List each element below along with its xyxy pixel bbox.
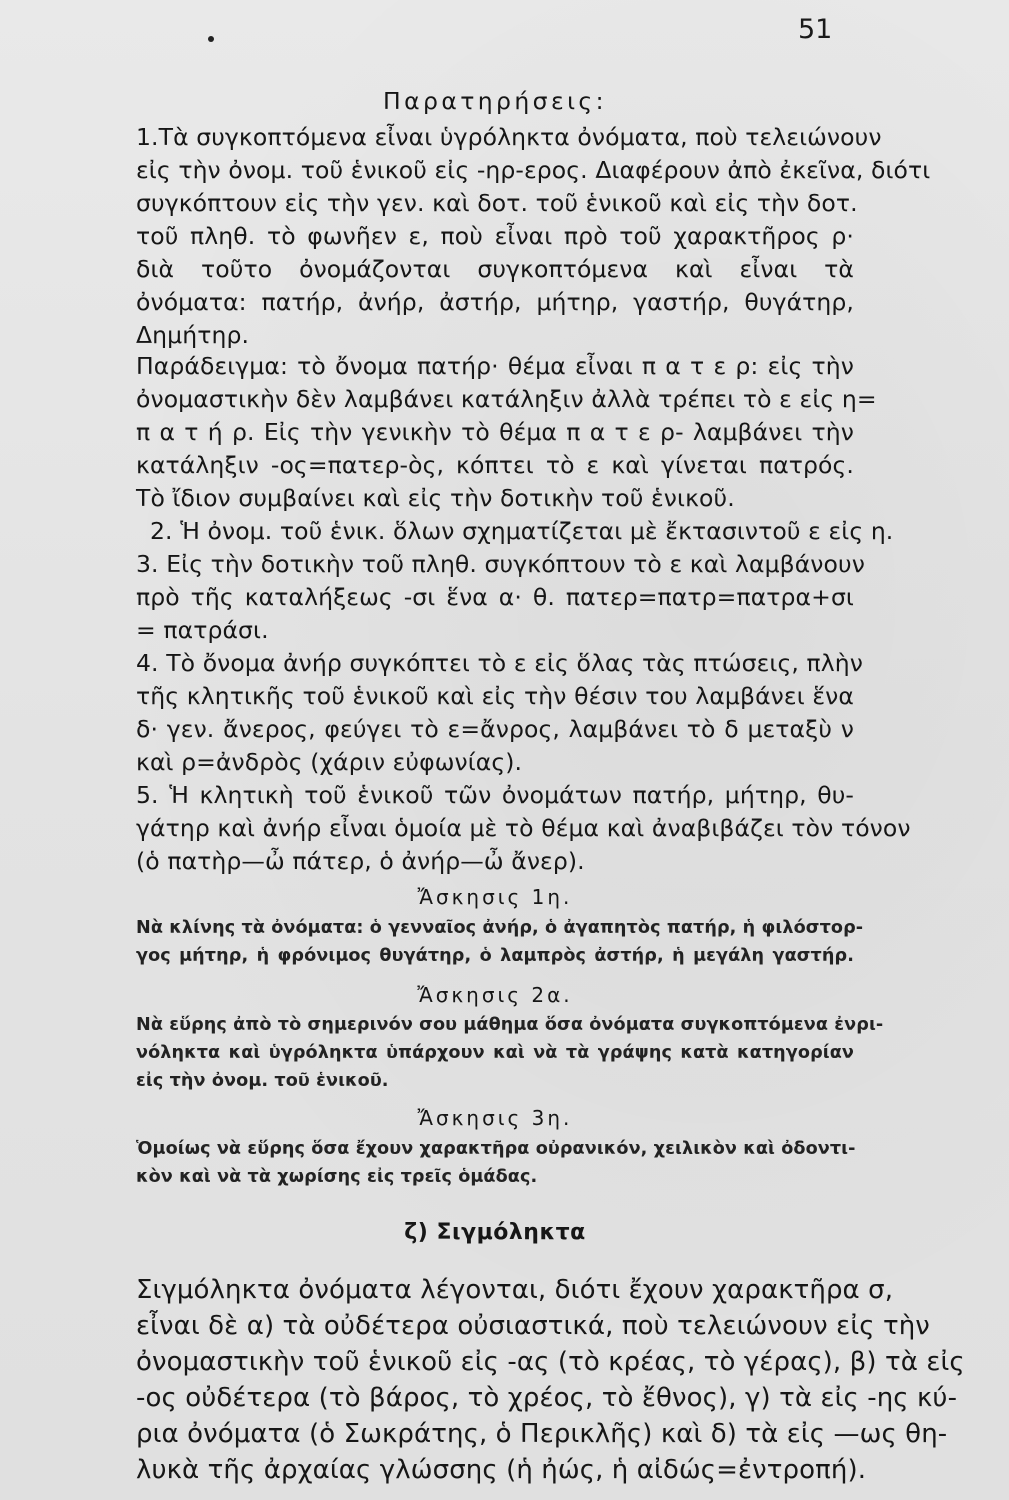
exercise-1-title: Ἄσκησις 1η. [417, 885, 573, 909]
section-text: ρια ὀνόματα (ὁ Σωκράτης, ὁ Περικλῆς) καὶ δ) τὰ εἰς —ως θη- [136, 1419, 948, 1449]
text-line: 1.Τὰ συγκοπτόμενα εἶναι ὑγρόληκτα ὀνόματα, ποὺ τελειώνουν [136, 123, 882, 151]
section-text: -ος οὐδέτερα (τὸ βάρος, τὸ χρέος, τὸ ἔθνος), γ) τὰ εἰς -ης κύ- [136, 1383, 958, 1413]
text-line: εἰς τὴν ὀνομ. τοῦ ἑνικοῦ εἰς -ηρ-ερος. Διαφέρουν ἀπὸ ἐκεῖνα, διότι [136, 156, 931, 184]
text-line: πρὸ τῆς καταλήξεως -σι ἕνα α· θ. πατερ=πατρ=πατρα+σι [136, 583, 854, 611]
text-line: 3. Εἰς τὴν δοτικὴν τοῦ πληθ. συγκόπτουν τὸ ε καὶ λαμβάνουν [136, 550, 865, 578]
exercise-2-text: εἰς τὴν ὀνομ. τοῦ ἑνικοῦ. [136, 1071, 389, 1091]
section-text: Σιγμόληκτα ὀνόματα λέγονται, διότι ἔχουν χαρακτῆρα σ, [136, 1275, 894, 1305]
text-line: τῆς κλητικῆς τοῦ ἑνικοῦ καὶ εἰς τὴν θέσιν του λαμβάνει ἕνα [136, 682, 854, 710]
section-text: λυκὰ τῆς ἀρχαίας γλώσσης (ἡ ἠώς, ἡ αἰδώς=ἐντροπή). [136, 1455, 867, 1485]
text-line: Δημήτηρ. [136, 321, 250, 349]
exercise-2-text: νόληκτα καὶ ὑγρόληκτα ὑπάρχουν καὶ νὰ τὰ γράψης κατὰ κατηγορίαν [136, 1043, 854, 1063]
text-line: δ· γεν. ἄνερος, φεύγει τὸ ε=ἄνρος, λαμβάνει τὸ δ μεταξὺ ν [136, 715, 854, 743]
section-heading: ζ) Σιγμόληκτα [404, 1220, 586, 1245]
text-line: τοῦ πληθ. τὸ φωνῆεν ε, ποὺ εἶναι πρὸ τοῦ χαρακτῆρος ρ· [136, 222, 854, 250]
exercise-2-text: Νὰ εὕρης ἀπὸ τὸ σημερινόν σου μάθημα ὅσα ὀνόματα συγκοπτόμενα ἐνρι- [136, 1015, 884, 1035]
text-line: κατάληξιν -ος=πατερ-ὸς, κόπτει τὸ ε καὶ γίνεται πατρός. [136, 451, 854, 479]
text-line: συγκόπτουν εἰς τὴν γεν. καὶ δοτ. τοῦ ἑνικοῦ καὶ εἰς τὴν δοτ. [136, 189, 858, 217]
text-line: Παράδειγμα: τὸ ὄνομα πατήρ· θέμα εἶναι π α τ ε ρ: εἰς τὴν [136, 352, 854, 380]
section-text: εἶναι δὲ α) τὰ οὐδέτερα οὐσιαστικά, ποὺ τελειώνουν εἰς τὴν [136, 1311, 930, 1341]
text-line: καὶ ρ=ἀνδρὸς (χάριν εὐφωνίας). [136, 748, 523, 776]
text-line: Τὸ ἴδιον συμβαίνει καὶ εἰς τὴν δοτικὴν τοῦ ἑνικοῦ. [136, 484, 735, 512]
ink-dot [208, 36, 214, 42]
exercise-1-text: γος μήτηρ, ἡ φρόνιμος θυγάτηρ, ὁ λαμπρὸς ἀστήρ, ἡ μεγάλη γαστήρ. [136, 946, 854, 966]
page-number: 51 [798, 14, 833, 45]
text-line: 2. Ἡ ὀνομ. τοῦ ἑνικ. ὅλων σχηματίζεται μὲ ἔκτασιντοῦ ε εἰς η. [150, 517, 894, 545]
text-line: = πατράσι. [136, 616, 269, 644]
exercise-2-title: Ἄσκησις 2α. [417, 983, 573, 1007]
text-line: γάτηρ καὶ ἀνήρ εἶναι ὁμοία μὲ τὸ θέμα καὶ ἀναβιβάζει τὸν τόνον [136, 814, 911, 842]
exercise-3-title: Ἄσκησις 3η. [417, 1106, 573, 1130]
exercise-1-text: Νὰ κλίνης τὰ ὀνόματα: ὁ γενναῖος ἀνήρ, ὁ ἀγαπητὸς πατήρ, ἡ φιλόστορ- [136, 918, 864, 938]
text-line: (ὁ πατὴρ—ὦ πάτερ, ὁ ἀνήρ—ὦ ἄνερ). [136, 847, 585, 875]
text-line: ὀνομαστικὴν δὲν λαμβάνει κατάληξιν ἀλλὰ τρέπει τὸ ε εἰς η= [136, 385, 877, 413]
text-line: διὰ τοῦτο ὀνομάζονται συγκοπτόμενα καὶ εἶναι τὰ [136, 255, 854, 283]
section-text: ὀνομαστικὴν τοῦ ἑνικοῦ εἰς -ας (τὸ κρέας, τὸ γέρας), β) τὰ εἰς [136, 1347, 965, 1377]
text-line: π α τ ή ρ. Εἰς τὴν γενικὴν τὸ θέμα π α τ ε ρ- λαμβάνει τὴν [136, 418, 854, 446]
exercise-3-text: κὸν καὶ νὰ τὰ χωρίσης εἰς τρεῖς ὁμάδας. [136, 1167, 538, 1187]
text-line: 5. Ἡ κλητικὴ τοῦ ἑνικοῦ τῶν ὀνομάτων πατήρ, μήτηρ, θυ- [136, 781, 854, 809]
text-line: 4. Τὸ ὄνομα ἀνήρ συγκόπτει τὸ ε εἰς ὅλας τὰς πτώσεις, πλὴν [136, 649, 863, 677]
heading-observations: Παρατηρήσεις: [383, 87, 607, 115]
text-line: ὀνόματα: πατήρ, ἀνήρ, ἀστήρ, μήτηρ, γαστήρ, θυγάτηρ, [136, 288, 854, 316]
exercise-3-text: Ὁμοίως νὰ εὕρης ὅσα ἔχουν χαρακτῆρα οὐρανικόν, χειλικὸν καὶ ὀδοντι- [136, 1139, 856, 1159]
